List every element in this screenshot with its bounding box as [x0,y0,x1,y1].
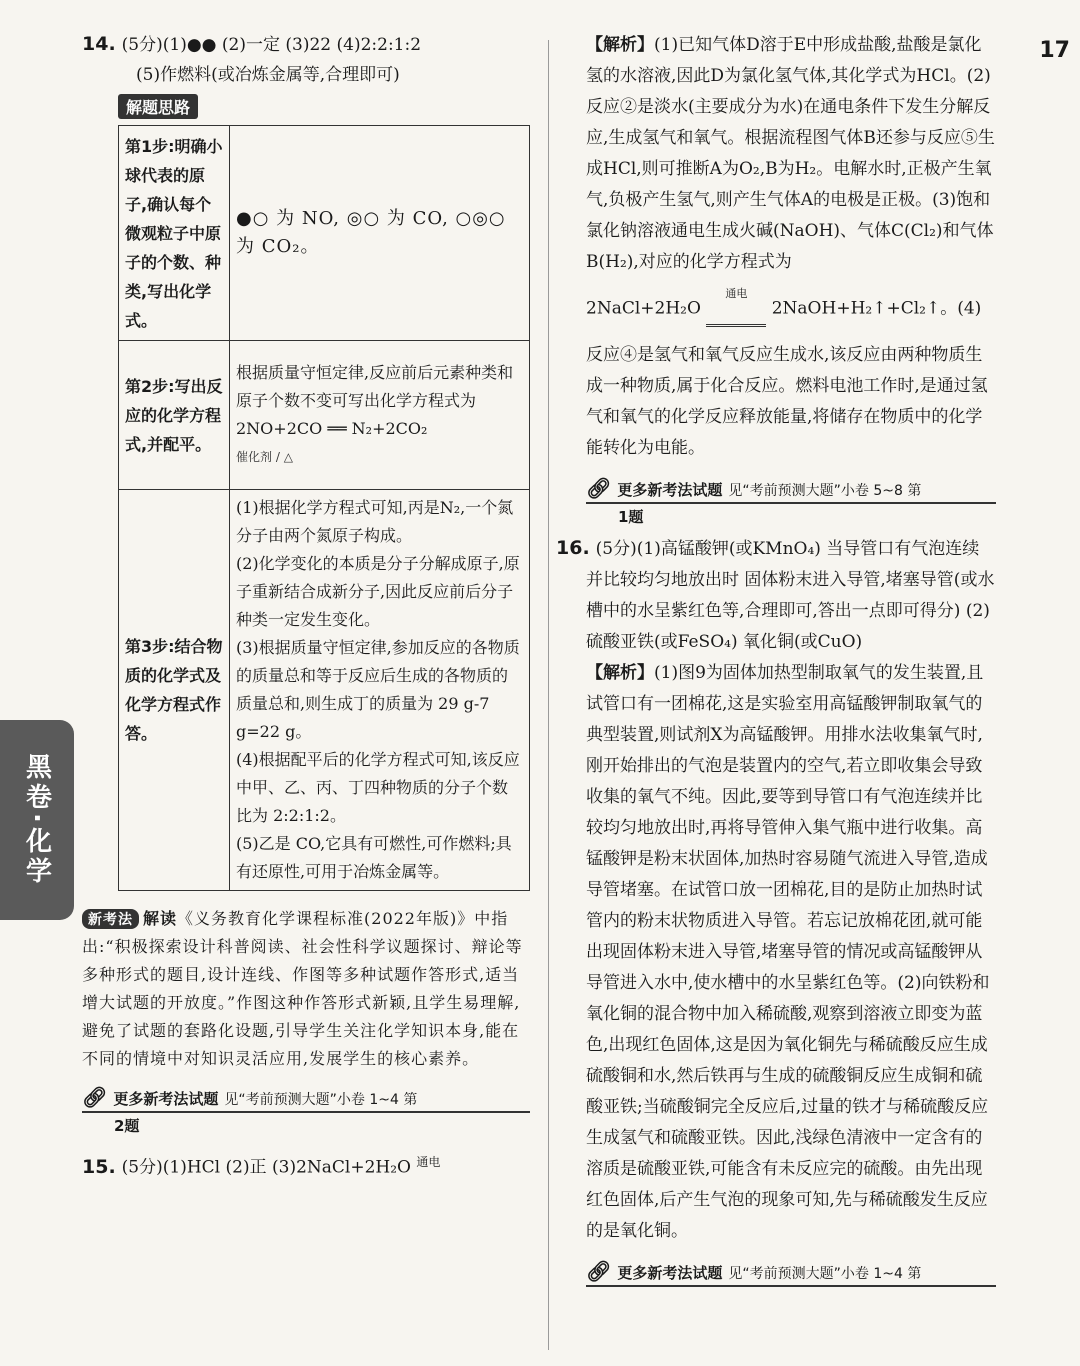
q16-analysis-text: (1)图9为固体加热型制取氧气的发生装置,且试管口有一团棉花,这是实验室用高锰酸钾制取氧气的典型装置,则试剂X为高锰酸钾。用排水法收集氧气时,刚开始排出的气泡是装置内的空气,若立即收集会导致收集的氧气不纯。因此,要等到导管口有气泡连续并比较均匀地放出时,再将导管伸入集气瓶中进行收集。高锰酸钾是粉末状固体,加热时容易随气流进入导管,造成导管堵塞。在试管口放一团棉花,目的是防止加热时试管内的粉末状物质进入导管。若忘记放棉花团,就可能出现固体粉末进入导管,堵塞导管的情况或高锰酸钾从导管进入水中,使水槽中的水呈紫红色等。(2)向铁粉和氧化铜的混合物中加入稀硫酸,观察到溶液立即变为蓝色,出现红色固体,这是因为氧化铜先与稀硫酸反应生成硫酸铜和水,然后铁再与生成的硫酸铜反应生成铜和硫酸亚铁;当硫酸铜完全反应后,过量的铁才与稀硫酸反应生成氢气和硫酸亚铁。因此,浅绿色清液中一定含有的溶质是硫酸亚铁,可能含有未反应完的硫酸。由先出现红色固体,后产生气泡的现象可知,先与稀硫酸发生反应的是氧化铜。 [586,663,990,1241]
q15-analysis [586,30,996,464]
analysis-label: 【解析】 [586,663,654,683]
step-3-point-5: (5)乙是 CO,它具有可燃性,可作燃料;具有还原性,可用于冶炼金属等。 [236,834,512,881]
step-3-point-1: (1)根据化学方程式可知,丙是N₂,一个氮分子由两个氮原子构成。 [236,498,514,545]
more-cont: 1题 [618,508,644,526]
step-2-content [230,341,530,490]
link-icon: 🔗︎ [586,1259,612,1283]
table-row [119,341,530,490]
more-title: 更多新考法试题 [113,1090,219,1108]
step-3-label: 第3步:结合物质的化学式及化学方程式作答。 [119,490,230,891]
q15-text: (5分)(1)HCl (2)正 (3)2NaCl+2H₂O [121,1157,411,1178]
q16-ans: (5分)(1)高锰酸钾(或KMnO₄) 当导管口有气泡连续并比较均匀地放出时 固体粉末进入导管,堵塞导管(或水槽中的水呈紫红色等,合理即可,答出一点即可得分) (2)硫酸亚铁(或FeSO₄) 氧化铜(或CuO) [586,539,995,652]
more-questions-link-1[interactable] [82,1085,530,1113]
left-column [82,30,530,1183]
q14-line1: (5分)(1)●● (2)一定 (3)22 (4)2:2:1:2 [121,35,422,55]
page-number: 17 [1039,38,1070,63]
note-text: 《义务教育化学课程标准(2022年版)》中指出:“积极探索设计科普阅读、社会性科学议题探讨、辩论等多种形式的题目,设计连线、作图等多种试题作答形式,适当增大试题的开放度。”作图这种作答形式新颖,且学生易理解,避免了试题的套路化设题,引导学生关注化学知识本身,能在不同的情境中对知识灵活应用,发展学生的核心素养。 [82,909,523,1068]
more-text: 见“考前预测大题”小卷 1~4 第 [728,1266,922,1282]
step-3-point-3: (3)根据质量守恒定律,参加反应的各物质的质量总和等于反应后生成的各物质的质量总和,则生成丁的质量为 29 g-7 g=22 g。 [236,638,520,741]
step-2-condition: 催化剂 / △ [236,450,293,464]
more-text: 见“考前预测大题”小卷 5~8 第 [728,483,922,499]
q15-answer-start [82,1147,530,1183]
new-exam-badge: 新考法 [82,909,139,929]
eq-left: 2NaCl+2H₂O [586,298,701,319]
condition-bottom: △ [283,450,293,464]
more-questions-link-3[interactable] [586,1259,996,1287]
q14-answer-line1 [82,30,530,60]
q16-number: 16. [556,537,590,559]
q16-answer [556,534,996,658]
link-icon: 🔗︎ [586,476,612,500]
more-text: 见“考前预测大题”小卷 1~4 第 [224,1092,418,1108]
step-3-point-2: (2)化学变化的本质是分子分解成原子,原子重新结合成新分子,因此反应前后分子种类一定发生变化。 [236,554,520,629]
eq-right: 2NaOH+H₂↑+Cl₂↑。 [771,298,958,319]
step-3-point-4: (4)根据配平后的化学方程式可知,该反应中甲、乙、丙、丁四种物质的分子个数比为 2:2:1:2。 [236,750,520,825]
more-title: 更多新考法试题 [617,1264,723,1282]
q15-analysis-p2: (4)反应④是氢气和氧气反应生成水,该反应由两种物质生成一种物质,属于化合反应。燃料电池工作时,是通过氢气和氧气的化学反应释放能量,将储存在物质中的化学能转化为电能。 [586,298,988,458]
q15-equation [586,278,957,340]
step-1-label: 第1步:明确小球代表的原子,确认每个微观粒子中原子的个数、种类,写出化学式。 [119,126,230,341]
eq-arrow [706,278,766,340]
q15-cond: 通电 [416,1155,441,1169]
right-column [556,30,996,1287]
side-tab: 黑卷·化学 [0,720,74,920]
note-label: 解读 [143,909,178,928]
more-questions-link-2[interactable] [586,476,996,504]
new-exam-note [82,905,530,1073]
step-3-content [230,490,530,891]
eq-cond: 通电 [725,287,748,300]
analysis-label: 【解析】 [586,35,654,55]
q14-number: 14. [82,33,116,55]
condition-top: 催化剂 [236,450,273,464]
q15-analysis-p1: (1)已知气体D溶于E中形成盐酸,盐酸是氯化氢的水溶液,因此D为氯化氢气体,其化学式为HCl。(2)反应②是淡水(主要成分为水)在通电条件下发生分解反应,生成氢气和氧气。根据流程图气体B还参与反应⑤生成HCl,则可推断A为O₂,B为H₂。电解水时,正极产生氧气,负极产生氢气,则产生气体A的电极是正极。(3)饱和氯化钠溶液通电生成火碱(NaOH)、气体C(Cl₂)和气体B(H₂),对应的化学方程式为 [586,35,995,272]
table-row [119,490,530,891]
table-row [119,126,530,341]
column-divider [548,40,549,1350]
link-icon: 🔗︎ [82,1085,108,1109]
step-1-content: ●○ 为 NO, ◎○ 为 CO, ○◎○ 为 CO₂。 [230,126,530,341]
q16-analysis [586,658,996,1247]
solution-approach-badge: 解题思路 [118,94,198,119]
step-2-text: 根据质量守恒定律,反应前后元素种类和原子个数不变可写出化学方程式为 2NO+2CO ══ N₂+2CO₂ [236,363,514,438]
q14-answer-line2: (5)作燃料(或冶炼金属等,合理即可) [136,65,400,85]
more-title: 更多新考法试题 [617,481,723,499]
step-2-label: 第2步:写出反应的化学方程式,并配平。 [119,341,230,490]
solution-steps-table [118,125,530,891]
eq-bar [706,324,766,327]
more-cont: 2题 [114,1117,140,1135]
q15-number: 15. [82,1155,116,1178]
